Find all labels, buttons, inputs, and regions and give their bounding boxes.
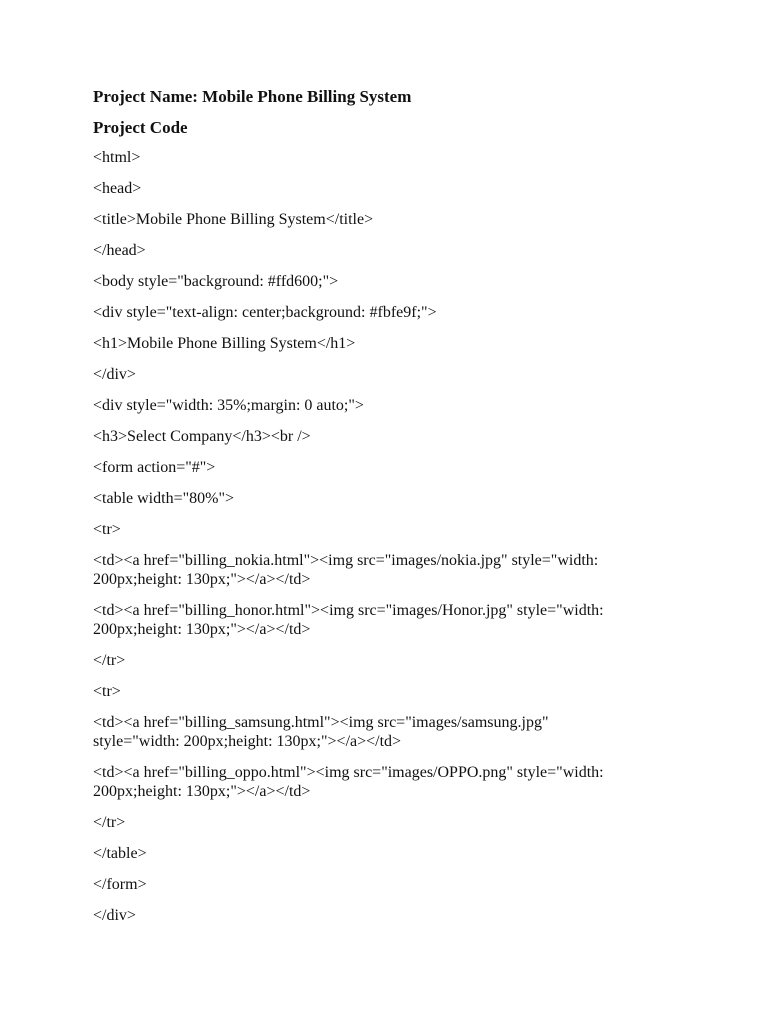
document-page: [93, 86, 713, 937]
code-line: <div style="text-align: center;background: #fbfe9f;">: [93, 304, 437, 321]
code-line: <tr>: [93, 521, 121, 538]
code-listing: [93, 148, 713, 925]
code-line: <h1>Mobile Phone Billing System</h1>: [93, 335, 356, 352]
code-line: <title>Mobile Phone Billing System</title>: [93, 211, 374, 228]
project-code-heading: Project Code: [93, 118, 188, 137]
code-line: </tr>: [93, 652, 126, 669]
code-line: </tr>: [93, 814, 126, 831]
code-line: <td><a href="billing_honor.html"><img src="images/Honor.jpg" style="width: 200px;height: 130px;"></a></td>: [93, 602, 604, 638]
code-line: </head>: [93, 242, 146, 259]
code-line: <td><a href="billing_nokia.html"><img src="images/nokia.jpg" style="width: 200px;height: 130px;"></a></td>: [93, 552, 599, 588]
code-line: <form action="#">: [93, 459, 216, 476]
code-line: </form>: [93, 876, 147, 893]
code-line: <div style="width: 35%;margin: 0 auto;">: [93, 397, 364, 414]
code-line: <table width="80%">: [93, 490, 234, 507]
code-line: <body style="background: #ffd600;">: [93, 273, 339, 290]
project-name-heading: Project Name: Mobile Phone Billing System: [93, 87, 412, 106]
code-line: </div>: [93, 907, 136, 924]
code-line: <td><a href="billing_oppo.html"><img src="images/OPPO.png" style="width: 200px;height: 130px;"></a></td>: [93, 764, 604, 800]
code-line: </div>: [93, 366, 136, 383]
code-line: <h3>Select Company</h3><br />: [93, 428, 311, 445]
code-line: </table>: [93, 845, 147, 862]
code-line: <tr>: [93, 683, 121, 700]
code-line: <head>: [93, 180, 142, 197]
code-line: <html>: [93, 149, 141, 166]
code-line: <td><a href="billing_samsung.html"><img src="images/samsung.jpg" style="width: 200px;height: 130px;"></a></td>: [93, 714, 549, 750]
